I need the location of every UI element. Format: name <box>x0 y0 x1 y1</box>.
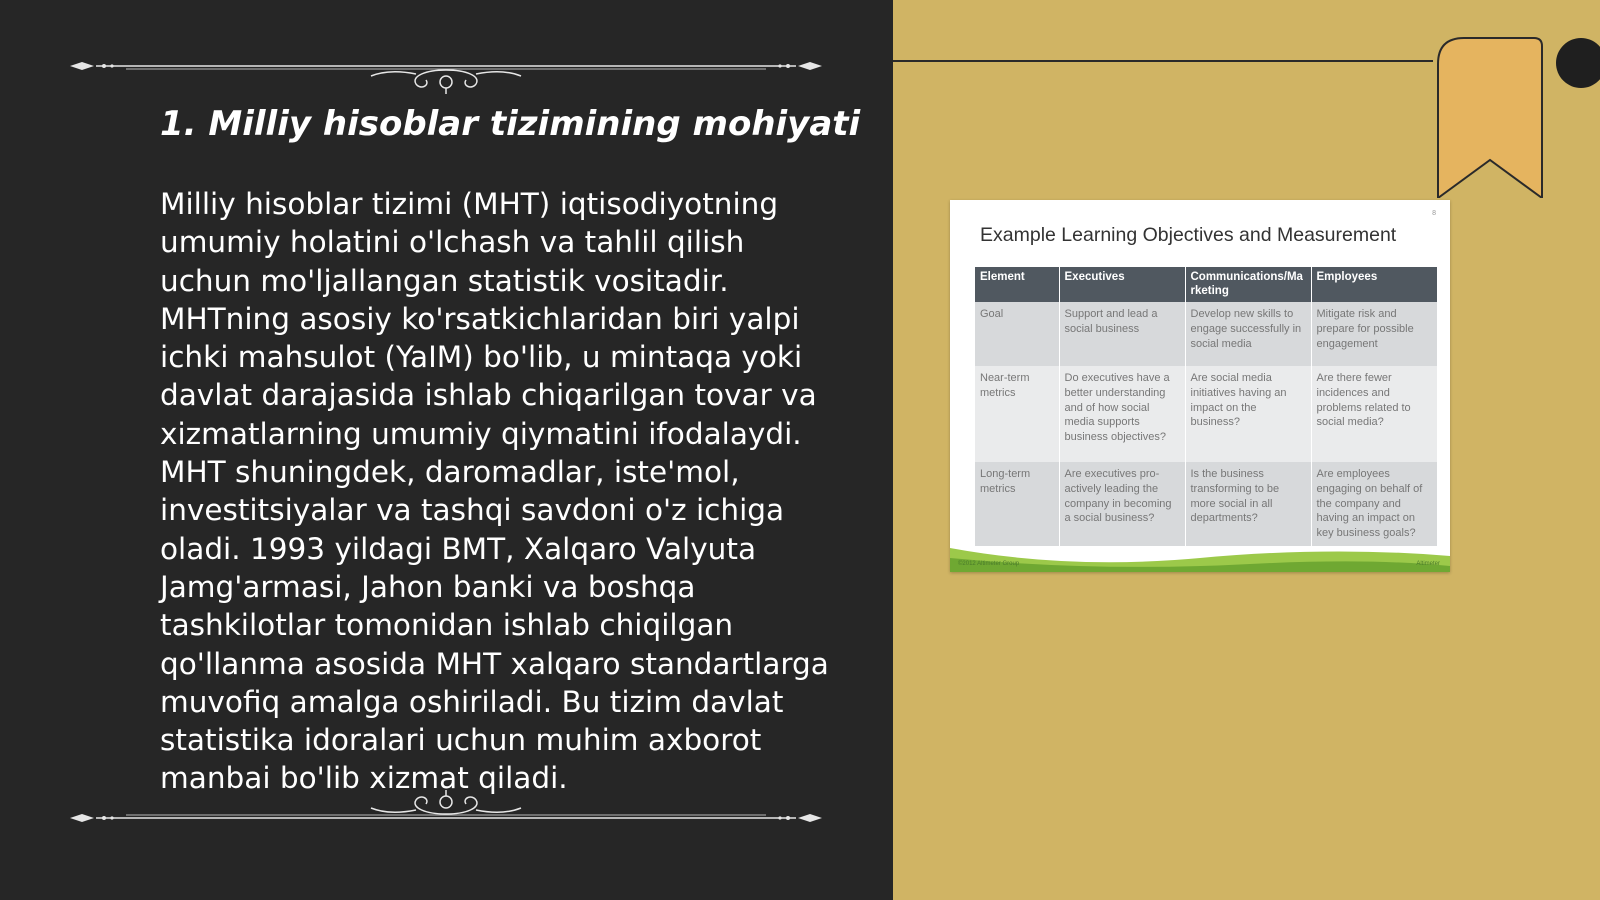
table-cell: Near-term metrics <box>975 366 1059 462</box>
table-row <box>975 366 1437 462</box>
table-cell: Develop new skills to engage successfully in social media <box>1185 302 1311 366</box>
slide-body-text: Milliy hisoblar tizimi (MHT) iqtisodiyotning umumiy holatini o'lchash va tahlil qilish uchun mo'ljallangan statistik vositadir. MHTning asosiy ko'rsatkichlaridan biri yalpi ichki mahsulot (YaIM) bo'lib, u mintaqa yoki davlat darajasida ishlab chiqarilgan tovar va xizmatlarning umumiy qiymatini ifodalaydi. MHT shuningdek, daromadlar, iste'mol, investitsiyalar va tashqi savdoni o'z ichiga oladi. 1993 yildagi BMT, Xalqaro Valyuta Jamg'armasi, Jahon banki va boshqa tashkilotlar tomonidan ishlab chiqilgan qo'llanma asosida MHT xalqaro standartlarga muvofiq amalga oshiriladi. Bu tizim davlat statistika idoralari uchun muhim axborot manbai bo'lib xizmat qiladi. <box>160 187 829 796</box>
embedded-slide-number: 8 <box>1432 210 1436 217</box>
decorative-line <box>893 60 1433 62</box>
table-cell: Mitigate risk and prepare for possible engagement <box>1311 302 1437 366</box>
table-row <box>975 302 1437 366</box>
decorative-circle <box>1556 38 1600 88</box>
embedded-slide-footer-left: ©2012 Altimeter Group <box>958 561 1020 567</box>
table-header-cell: Executives <box>1059 267 1185 302</box>
top-ornament-divider <box>66 52 826 94</box>
table-cell: Are social media initiatives having an impact on the business? <box>1185 366 1311 462</box>
objectives-table <box>975 267 1437 546</box>
table-cell: Is the business transforming to be more social in all departments? <box>1185 462 1311 546</box>
bookmark-ribbon-icon <box>1434 36 1544 198</box>
table-cell: Support and lead a social business <box>1059 302 1185 366</box>
table-header-cell: Element <box>975 267 1059 302</box>
table-cell: Are executives pro-actively leading the company in becoming a social business? <box>1059 462 1185 546</box>
table-cell: Goal <box>975 302 1059 366</box>
embedded-slide-image <box>950 200 1450 572</box>
embedded-slide-footer-swoosh <box>950 536 1450 572</box>
table-header-cell: Communications/Marketing <box>1185 267 1311 302</box>
table-row <box>975 462 1437 546</box>
bottom-ornament-divider <box>66 790 826 832</box>
table-cell: Do executives have a better understanding and of how social media supports business objectives? <box>1059 366 1185 462</box>
table-header-cell: Employees <box>1311 267 1437 302</box>
slide-title: 1. Milliy hisoblar tizimining mohiyati <box>160 104 861 144</box>
table-cell: Long-term metrics <box>975 462 1059 546</box>
table-header-row <box>975 267 1437 302</box>
table-cell: Are employees engaging on behalf of the company and having an impact on key business goals? <box>1311 462 1437 546</box>
table-cell: Are there fewer incidences and problems related to social media? <box>1311 366 1437 462</box>
embedded-slide-title: Example Learning Objectives and Measurement <box>980 224 1397 246</box>
embedded-slide-footer-right: Altimeter <box>1416 561 1440 567</box>
